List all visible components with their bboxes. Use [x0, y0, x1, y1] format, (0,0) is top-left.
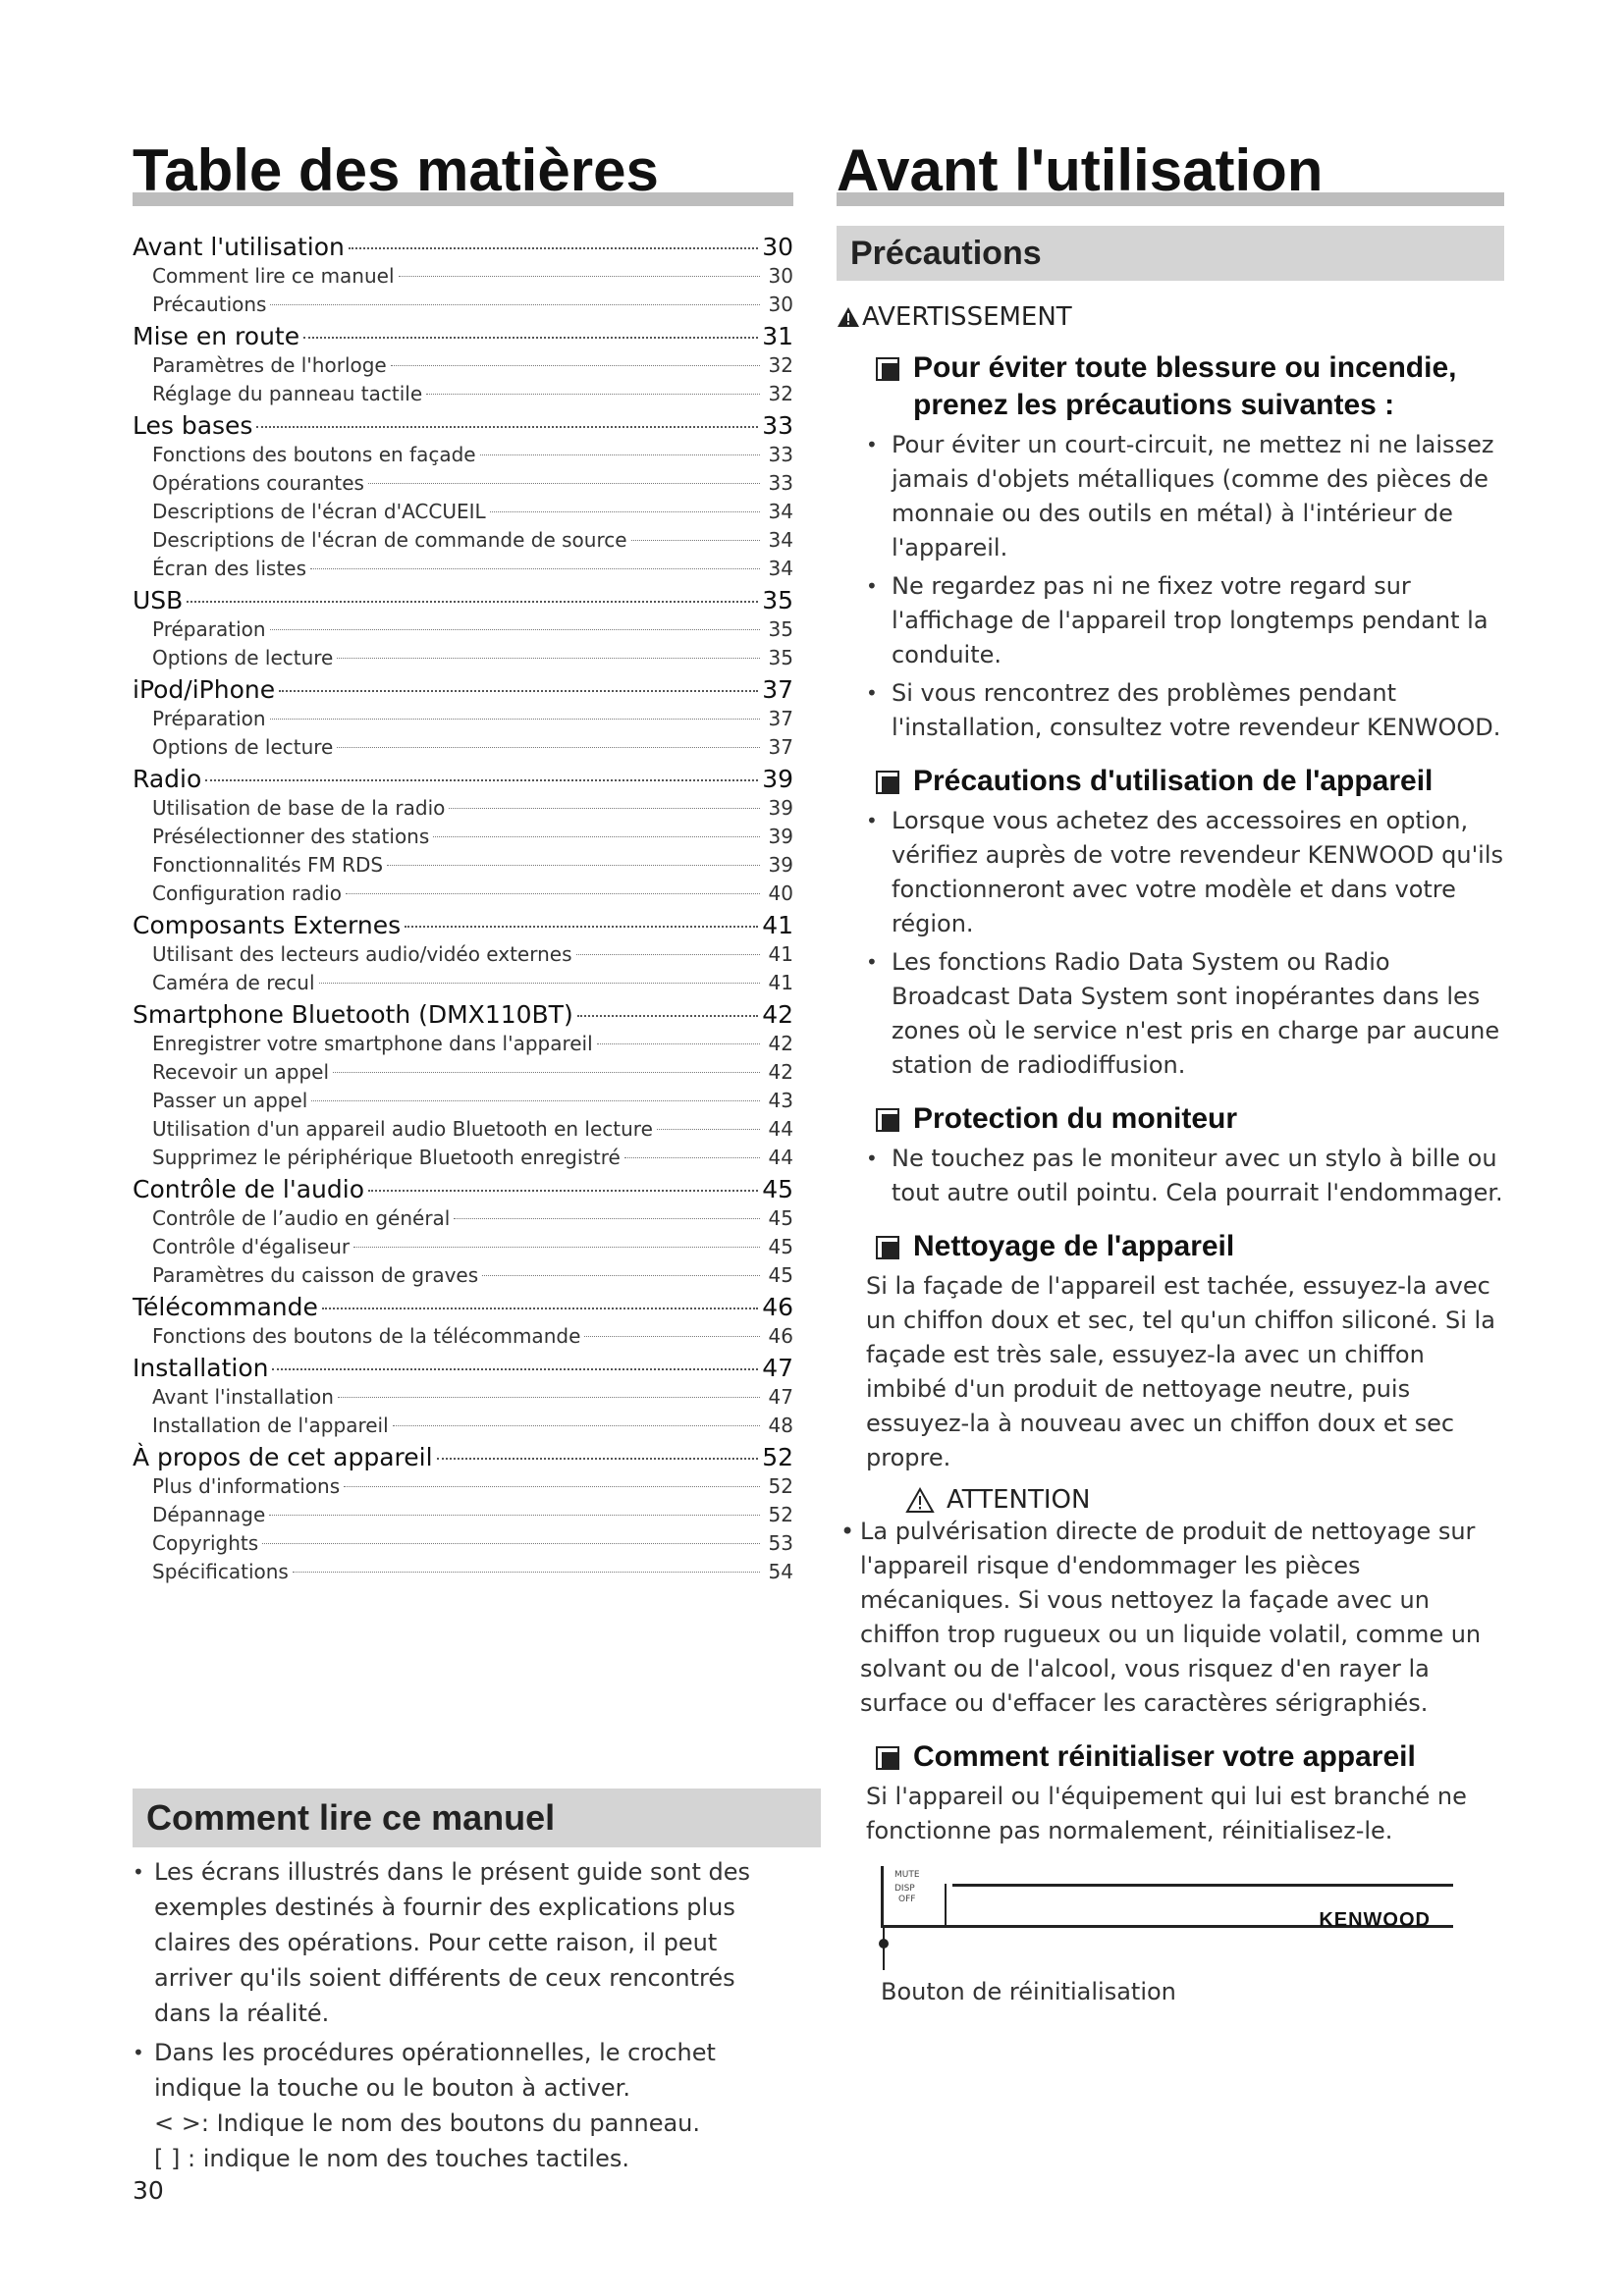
- toc-subentry[interactable]: [133, 969, 793, 997]
- toc-subentry-page: 33: [768, 443, 793, 466]
- leader-dots: [597, 1043, 760, 1044]
- toc-subentry[interactable]: [133, 1501, 793, 1529]
- list-item: • Pour éviter un court-circuit, ne mettez ni ne laissez jamais d'objets métalliques (comme des pièces de monnaie ou des outils en métal) à l'intérieur de l'appareil.: [866, 428, 1504, 565]
- toc-entry-page: 39: [762, 765, 793, 793]
- toc-entry[interactable]: [133, 1353, 793, 1383]
- reset-button-caption: Bouton de réinitialisation: [881, 1978, 1176, 2005]
- monitor-protection-heading: Protection du moniteur: [837, 1100, 1504, 1138]
- toc-entry-label: Installation: [133, 1354, 269, 1382]
- toc-subentry-page: 32: [768, 382, 793, 405]
- list-item: • Lorsque vous achetez des accessoires en option, vérifiez auprès de votre revendeur KENWOOD qu'ils fonctionneront avec votre modèle et dans votre région.: [866, 804, 1504, 941]
- toc-subentry[interactable]: [133, 351, 793, 380]
- toc-subentry[interactable]: [133, 615, 793, 644]
- how-to-read-body: [133, 1850, 781, 2176]
- toc-subentry-page: 46: [768, 1324, 793, 1348]
- toc-subentry-page: 52: [768, 1503, 793, 1526]
- toc-subentry-label: Fonctionnalités FM RDS: [152, 853, 384, 877]
- leader-dots: [346, 893, 760, 894]
- toc-subentry[interactable]: [133, 880, 793, 908]
- leader-dots: [311, 1100, 760, 1101]
- toc-subentry[interactable]: [133, 794, 793, 823]
- toc-entry-label: Les bases: [133, 411, 253, 440]
- toc-entry-label: USB: [133, 586, 184, 614]
- toc-subentry-page: 42: [768, 1060, 793, 1084]
- toc-subentry[interactable]: [133, 1558, 793, 1586]
- toc-subentry-page: 35: [768, 646, 793, 669]
- toc-column: [133, 137, 793, 1586]
- toc-subentry-page: 34: [768, 528, 793, 552]
- toc-subentry-page: 34: [768, 500, 793, 523]
- toc-entry-page: 42: [762, 1000, 793, 1029]
- leader-dots: [269, 1515, 760, 1516]
- leader-dots: [577, 1015, 758, 1017]
- toc-subentry-label: Utilisation d'un appareil audio Bluetooth en lecture: [152, 1117, 653, 1141]
- toc-list: [133, 232, 793, 1586]
- toc-subentry-page: 45: [768, 1263, 793, 1287]
- toc-entry[interactable]: [133, 999, 793, 1030]
- toc-subentry-label: Opérations courantes: [152, 471, 364, 495]
- toc-subentry-label: Paramètres du caisson de graves: [152, 1263, 479, 1287]
- toc-subentry-page: 47: [768, 1385, 793, 1409]
- toc-entry-page: 52: [762, 1443, 793, 1471]
- toc-entry[interactable]: [133, 1174, 793, 1204]
- leader-dots: [368, 483, 760, 484]
- toc-entry[interactable]: [133, 410, 793, 441]
- list-item: • Ne touchez pas le moniteur avec un stylo à bille ou tout autre outil pointu. Cela pourrait l'endommager.: [866, 1142, 1504, 1210]
- toc-entry[interactable]: [133, 321, 793, 351]
- toc-subentry-page: 32: [768, 353, 793, 377]
- toc-subentry-label: Dépannage: [152, 1503, 266, 1526]
- toc-subentry-page: 45: [768, 1206, 793, 1230]
- leader-dots: [319, 983, 760, 984]
- reset-text: Si l'appareil ou l'équipement qui lui est branché ne fonctionne pas normalement, réinitialisez-le.: [866, 1783, 1467, 1844]
- toc-subentry-label: Configuration radio: [152, 881, 342, 905]
- leader-dots: [584, 1336, 760, 1337]
- list-item: • Les fonctions Radio Data System ou Radio Broadcast Data System sont inopérantes dans les zones où le service n'est pris en charge par aucune station de radiodiffusion.: [866, 945, 1504, 1083]
- toc-subentry[interactable]: [133, 1233, 793, 1261]
- leader-dots: [187, 601, 758, 603]
- toc-entry-page: 33: [762, 411, 793, 440]
- injury-fire-heading: Pour éviter toute blessure ou incendie, prenez les précautions suivantes :: [837, 349, 1504, 424]
- toc-entry-page: 35: [762, 586, 793, 614]
- toc-subentry[interactable]: [133, 1472, 793, 1501]
- toc-subentry[interactable]: [133, 555, 793, 583]
- section-square-icon: [876, 357, 899, 381]
- toc-entry[interactable]: [133, 232, 793, 262]
- toc-entry-page: 46: [762, 1293, 793, 1321]
- leader-dots: [205, 779, 758, 781]
- toc-subentry-label: Présélectionner des stations: [152, 825, 430, 848]
- toc-subentry[interactable]: [133, 1144, 793, 1172]
- toc-subentry[interactable]: [133, 1087, 793, 1115]
- disp-label: DISP: [894, 1884, 915, 1894]
- toc-subentry-label: Installation de l'appareil: [152, 1414, 389, 1437]
- toc-subentry-page: 44: [768, 1117, 793, 1141]
- toc-entry-page: 37: [762, 675, 793, 704]
- toc-subentry-label: Copyrights: [152, 1531, 259, 1555]
- section-square-icon: [876, 1746, 899, 1770]
- toc-subentry-label: Contrôle de l’audio en général: [152, 1206, 451, 1230]
- toc-subentry[interactable]: [133, 851, 793, 880]
- toc-subentry-label: Utilisation de base de la radio: [152, 796, 446, 820]
- angle-bracket-note: < >: Indique le nom des boutons du panneau.: [154, 2109, 701, 2137]
- toc-entry-label: Smartphone Bluetooth (DMX110BT): [133, 1000, 573, 1029]
- toc-subentry-page: 43: [768, 1089, 793, 1112]
- toc-subentry[interactable]: [133, 1058, 793, 1087]
- leader-dots: [387, 865, 760, 866]
- leader-dots: [337, 658, 760, 659]
- usage-precautions-list: [837, 804, 1504, 1083]
- toc-entry[interactable]: [133, 674, 793, 705]
- leader-dots: [344, 1486, 760, 1487]
- toc-subentry-label: Options de lecture: [152, 735, 334, 759]
- leader-dots: [454, 1218, 760, 1219]
- toc-subentry-label: Caméra de recul: [152, 971, 315, 994]
- cleaning-heading: Nettoyage de l'appareil: [837, 1228, 1504, 1265]
- toc-subentry[interactable]: [133, 441, 793, 469]
- reset-button-pointer: [883, 1927, 885, 1970]
- toc-entry-label: Radio: [133, 765, 202, 793]
- leader-dots: [482, 1275, 760, 1276]
- toc-subentry[interactable]: [133, 1383, 793, 1412]
- toc-entry-label: À propos de cet appareil: [133, 1443, 433, 1471]
- toc-entry-page: 41: [762, 911, 793, 939]
- toc-subentry[interactable]: [133, 262, 793, 291]
- toc-subentry-label: Utilisant des lecteurs audio/vidéo externes: [152, 942, 572, 966]
- leader-dots: [270, 304, 760, 305]
- toc-subentry-label: Préparation: [152, 617, 266, 641]
- toc-subentry-page: 33: [768, 471, 793, 495]
- toc-title: Table des matières: [133, 137, 793, 212]
- toc-subentry-page: 54: [768, 1560, 793, 1583]
- section-square-icon: [876, 1236, 899, 1259]
- toc-subentry-label: Spécifications: [152, 1560, 289, 1583]
- leader-dots: [405, 926, 758, 928]
- toc-subentry[interactable]: [133, 1115, 793, 1144]
- toc-entry[interactable]: [133, 910, 793, 940]
- toc-subentry-page: 30: [768, 293, 793, 316]
- toc-subentry-page: 35: [768, 617, 793, 641]
- leader-dots: [256, 426, 758, 428]
- toc-subentry[interactable]: [133, 380, 793, 408]
- toc-entry-page: 30: [762, 233, 793, 261]
- leader-dots: [437, 1458, 759, 1460]
- how-bullet-1: • Les écrans illustrés dans le présent guide sont des exemples destinés à fournir des explications plus claires des opérations. Pour cette raison, il peut arriver qu'ils soient différents de ceux rencontrés dans la réalité.: [133, 1854, 781, 2031]
- toc-subentry[interactable]: [133, 291, 793, 319]
- warning-heading: AVERTISSEMENT: [837, 302, 1504, 332]
- warning-icon: [837, 306, 860, 328]
- leader-dots: [349, 247, 758, 249]
- toc-subentry-label: Avant l'installation: [152, 1385, 334, 1409]
- how-bullet-2: • Dans les procédures opérationnelles, le crochet indique la touche ou le bouton à activer.: [133, 2035, 781, 2106]
- leader-dots: [631, 540, 760, 541]
- monitor-protection-list: [837, 1142, 1504, 1210]
- toc-subentry-page: 44: [768, 1146, 793, 1169]
- toc-subentry-label: Précautions: [152, 293, 267, 316]
- leader-dots: [490, 511, 760, 512]
- toc-subentry-label: Recevoir un appel: [152, 1060, 330, 1084]
- leader-dots: [338, 1397, 760, 1398]
- kenwood-logo: KENWOOD: [1319, 1909, 1431, 1931]
- toc-subentry[interactable]: [133, 498, 793, 526]
- toc-subentry-label: Fonctions des boutons en façade: [152, 443, 476, 466]
- toc-entry-label: Mise en route: [133, 322, 300, 350]
- leader-dots: [270, 719, 760, 720]
- toc-subentry[interactable]: [133, 705, 793, 733]
- toc-entry[interactable]: [133, 585, 793, 615]
- toc-subentry[interactable]: [133, 940, 793, 969]
- caution-icon: [905, 1487, 935, 1514]
- leader-dots: [391, 365, 760, 366]
- device-front-diagram: [871, 1858, 1460, 1976]
- leader-dots: [353, 1247, 760, 1248]
- toc-subentry-page: 39: [768, 825, 793, 848]
- toc-subentry-page: 53: [768, 1531, 793, 1555]
- leader-dots: [399, 276, 760, 277]
- toc-subentry[interactable]: [133, 644, 793, 672]
- attention-heading: ATTENTION: [837, 1485, 1504, 1515]
- toc-subentry-label: Descriptions de l'écran de commande de source: [152, 528, 627, 552]
- toc-entry-page: 47: [762, 1354, 793, 1382]
- toc-subentry-page: 42: [768, 1032, 793, 1055]
- toc-subentry-label: Supprimez le périphérique Bluetooth enregistré: [152, 1146, 621, 1169]
- toc-entry-label: Composants Externes: [133, 911, 402, 939]
- section-square-icon: [876, 1108, 899, 1132]
- toc-subentry[interactable]: [133, 823, 793, 851]
- toc-subentry-page: 41: [768, 971, 793, 994]
- section-title: Avant l'utilisation: [837, 137, 1504, 212]
- leader-dots: [322, 1308, 758, 1309]
- leader-dots: [293, 1572, 760, 1573]
- precautions-heading: Précautions: [837, 226, 1504, 281]
- leader-dots: [393, 1425, 760, 1426]
- toc-subentry-label: Descriptions de l'écran d'ACCUEIL: [152, 500, 486, 523]
- toc-subentry-label: Contrôle d'égaliseur: [152, 1235, 351, 1258]
- page-number: 30: [133, 2176, 164, 2205]
- precautions-column: [837, 137, 1504, 2005]
- how-to-read-heading: Comment lire ce manuel: [133, 1789, 821, 1847]
- leader-dots: [426, 394, 760, 395]
- off-label: OFF: [898, 1895, 916, 1904]
- toc-subentry-label: Fonctions des boutons de la télécommande: [152, 1324, 581, 1348]
- leader-dots: [272, 1368, 758, 1370]
- toc-subentry-page: 39: [768, 853, 793, 877]
- toc-subentry[interactable]: [133, 1322, 793, 1351]
- toc-subentry-label: Paramètres de l'horloge: [152, 353, 387, 377]
- toc-subentry-page: 52: [768, 1474, 793, 1498]
- leader-dots: [337, 747, 760, 748]
- toc-subentry-label: Réglage du panneau tactile: [152, 382, 423, 405]
- toc-entry-page: 31: [762, 322, 793, 350]
- mute-label: MUTE: [894, 1870, 920, 1880]
- toc-subentry-label: Plus d'informations: [152, 1474, 341, 1498]
- leader-dots: [279, 690, 758, 692]
- section-square-icon: [876, 771, 899, 794]
- toc-entry[interactable]: [133, 764, 793, 794]
- leader-dots: [262, 1543, 760, 1544]
- list-item: • Si vous rencontrez des problèmes pendant l'installation, consultez votre revendeur KENWOOD.: [866, 676, 1504, 745]
- toc-entry-label: Télécommande: [133, 1293, 318, 1321]
- toc-subentry-page: 48: [768, 1414, 793, 1437]
- reset-heading: Comment réinitialiser votre appareil: [837, 1738, 1504, 1776]
- leader-dots: [310, 568, 760, 569]
- toc-subentry-page: 39: [768, 796, 793, 820]
- toc-entry[interactable]: [133, 1292, 793, 1322]
- toc-subentry[interactable]: [133, 733, 793, 762]
- toc-subentry[interactable]: [133, 1204, 793, 1233]
- leader-dots: [480, 454, 760, 455]
- toc-entry-label: iPod/iPhone: [133, 675, 276, 704]
- leader-dots: [333, 1072, 760, 1073]
- square-bracket-note: [ ] : indique le nom des touches tactiles.: [154, 2145, 629, 2172]
- leader-dots: [624, 1157, 760, 1158]
- toc-subentry[interactable]: [133, 1529, 793, 1558]
- injury-fire-list: [837, 428, 1504, 745]
- toc-entry-label: Avant l'utilisation: [133, 233, 345, 261]
- toc-subentry[interactable]: [133, 1412, 793, 1440]
- toc-entry[interactable]: [133, 1442, 793, 1472]
- leader-dots: [433, 836, 760, 837]
- leader-dots: [576, 954, 760, 955]
- toc-subentry-label: Passer un appel: [152, 1089, 308, 1112]
- attention-text: • La pulvérisation directe de produit de nettoyage sur l'appareil risque d'endommager les pièces mécaniques. Si vous nettoyez la façade avec un chiffon trop rugueux ou un liquide volatil, comme un solvant ou de l'alcool, vous risquez d'en rayer la surface ou d'effacer les caractères sérigraphiés.: [827, 1515, 1504, 1721]
- toc-subentry[interactable]: [133, 1030, 793, 1058]
- toc-subentry-label: Enregistrer votre smartphone dans l'appareil: [152, 1032, 593, 1055]
- toc-subentry-page: 34: [768, 557, 793, 580]
- leader-dots: [449, 808, 760, 809]
- leader-dots: [303, 337, 758, 339]
- toc-subentry-page: 40: [768, 881, 793, 905]
- toc-subentry[interactable]: [133, 1261, 793, 1290]
- toc-subentry-page: 37: [768, 707, 793, 730]
- toc-subentry-page: 45: [768, 1235, 793, 1258]
- toc-subentry-label: Options de lecture: [152, 646, 334, 669]
- list-item: • Ne regardez pas ni ne fixez votre regard sur l'affichage de l'appareil trop longtemps pendant la conduite.: [866, 569, 1504, 672]
- cleaning-text: Si la façade de l'appareil est tachée, essuyez-la avec un chiffon doux et sec, tel qu'un chiffon siliconé. Si la façade est très sale, essuyez-la avec un chiffon imbibé d'un produit de nettoyage neutre, puis essuyez-la à nouveau avec un chiffon doux et sec propre.: [866, 1272, 1495, 1471]
- toc-subentry-page: 30: [768, 264, 793, 288]
- leader-dots: [368, 1190, 758, 1192]
- toc-entry-label: Contrôle de l'audio: [133, 1175, 364, 1203]
- toc-subentry-page: 41: [768, 942, 793, 966]
- toc-subentry-label: Écran des listes: [152, 557, 307, 580]
- toc-subentry[interactable]: [133, 469, 793, 498]
- toc-subentry-page: 37: [768, 735, 793, 759]
- toc-subentry-label: Préparation: [152, 707, 266, 730]
- toc-entry-page: 45: [762, 1175, 793, 1203]
- leader-dots: [657, 1129, 760, 1130]
- toc-subentry-label: Comment lire ce manuel: [152, 264, 395, 288]
- leader-dots: [270, 629, 760, 630]
- toc-subentry[interactable]: [133, 526, 793, 555]
- usage-precautions-heading: Précautions d'utilisation de l'appareil: [837, 763, 1504, 800]
